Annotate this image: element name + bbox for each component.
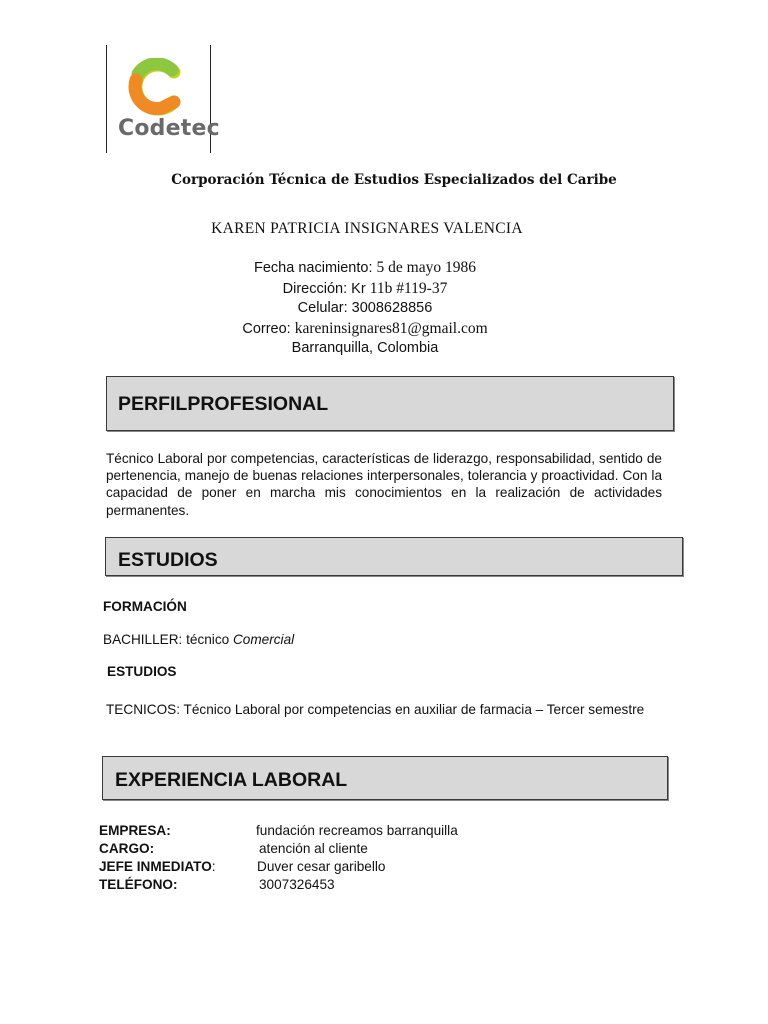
phone-line: Celular: 3008628856	[297, 300, 433, 317]
logo-left-divider	[106, 45, 107, 153]
profile-paragraph: Técnico Laboral por competencias, características de liderazgo, responsabilidad, sentido de pertenencia, manejo de buenas relaciones interpersonales, tolerancia y proactividad. Con la capacidad de poner en marcha mis conocimientos en la realización de actividades permanentes.	[106, 451, 662, 518]
experience-label-supervisor	[99, 859, 216, 874]
city-line: Barranquilla, Colombia	[291, 340, 439, 357]
address-value: 11b #119-37	[369, 279, 448, 297]
email-label: Correo:	[242, 320, 291, 337]
institution-title: Corporación Técnica de Estudios Especializados del Caribe	[171, 172, 617, 188]
birth-label: Fecha nacimiento:	[254, 260, 373, 276]
experience-label-company: EMPRESA:	[99, 823, 171, 838]
bachiller-line	[103, 632, 294, 647]
email-line	[0, 319, 730, 340]
experience-value-phone: 3007326453	[259, 877, 335, 892]
birth-value: 5 de mayo 1986	[376, 259, 476, 276]
candidate-name: KAREN PATRICIA INSIGNARES VALENCIA	[211, 220, 523, 237]
studies-sub-label: ESTUDIOS	[107, 664, 177, 679]
technical-studies-line: TECNICOS: Técnico Laboral por competencias en auxiliar de farmacia – Tercer semestre	[106, 702, 645, 717]
address-line	[0, 279, 730, 300]
birth-line	[0, 258, 730, 279]
formation-label: FORMACIÓN	[103, 599, 187, 614]
experience-value-company: fundación recreamos barranquilla	[256, 823, 458, 838]
experience-value-position: atención al cliente	[259, 841, 368, 856]
experience-label-phone: TELÉFONO:	[99, 877, 178, 892]
logo-brand-text: Codetec	[118, 116, 220, 141]
email-value: kareninsignares81@gmail.com	[294, 319, 488, 337]
experience-value-supervisor: Duver cesar garibello	[257, 859, 386, 874]
studies-section-title: ESTUDIOS	[118, 549, 218, 571]
bachiller-specialty: Comercial	[232, 632, 295, 647]
address-label: Dirección: Kr	[282, 280, 366, 297]
supervisor-label-text: JEFE INMEDIATO	[99, 859, 212, 874]
experience-label-position: CARGO:	[99, 841, 155, 856]
codetec-logo	[112, 58, 220, 144]
bachiller-prefix: BACHILLER: técnico	[103, 632, 230, 647]
contact-block	[0, 258, 730, 359]
experience-section-title: EXPERIENCIA LABORAL	[115, 769, 348, 791]
profile-section-title: PERFILPROFESIONAL	[118, 393, 329, 415]
codetec-c-logo-icon	[122, 58, 192, 116]
supervisor-label-colon: :	[211, 859, 216, 874]
